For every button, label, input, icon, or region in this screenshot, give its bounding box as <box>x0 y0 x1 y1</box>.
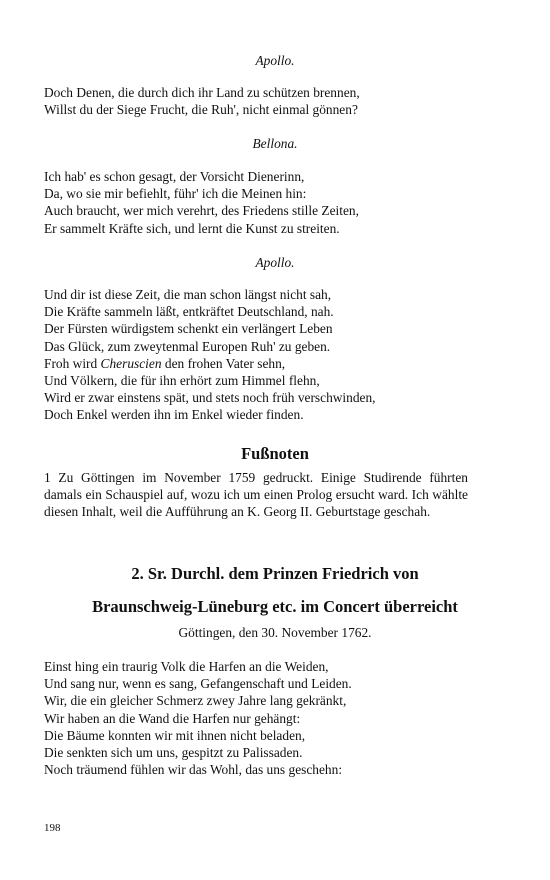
verse-line: Wir, die ein gleicher Schmerz zwey Jahre lang gekränkt, <box>44 693 347 709</box>
verse-line: Einst hing ein traurig Volk die Harfen an die Weiden, <box>44 659 329 674</box>
verse-line: Noch träumend fühlen wir das Wohl, das uns geschehn: <box>44 762 343 778</box>
speaker-label: Apollo. <box>255 255 295 270</box>
poem-dateline: Göttingen, den 30. November 1762. <box>178 625 372 640</box>
verse-line: Doch Denen, die durch dich ihr Land zu schützen brennen, <box>44 85 360 100</box>
verse-line: Er sammelt Kräfte sich, und lernt die Kunst zu streiten. <box>44 220 340 236</box>
verse-line: Das Glück, zum zweytenmal Europen Ruh' zu geben. <box>44 338 331 354</box>
verse-line: Und dir ist diese Zeit, die man schon längst nicht sah, <box>44 287 332 302</box>
verse-line: Und Völkern, die für ihn erhört zum Himmel flehn, <box>44 373 320 389</box>
verse-text: den frohen Vater sehn, <box>161 355 286 371</box>
footnotes-heading: Fußnoten <box>241 444 309 463</box>
emphasized-name: Cheruscien <box>100 355 162 371</box>
verse-stanza <box>44 286 514 424</box>
verse-line: Auch braucht, wer mich verehrt, des Friedens stille Zeiten, <box>44 203 359 219</box>
poem-title-line-1: 2. Sr. Durchl. dem Prinzen Friedrich von <box>131 564 419 583</box>
verse-line: Die Bäume konnten wir mit ihnen nicht beladen, <box>44 727 306 743</box>
verse-line: Doch Enkel werden ihn im Enkel wieder finden. <box>44 407 304 423</box>
verse-line <box>44 355 514 372</box>
speaker-label: Apollo. <box>255 53 295 68</box>
verse-line: Da, wo sie mir befiehlt, führ' ich die Meinen hin: <box>44 186 307 202</box>
verse-line: Wird er zwar einstens spät, und stets noch früh verschwinden, <box>44 390 376 406</box>
verse-text: Froh wird <box>44 355 101 371</box>
verse-stanza <box>44 658 514 778</box>
verse-line: Wir haben an die Wand die Harfen nur gehängt: <box>44 710 301 726</box>
verse-line: Ich hab' es schon gesagt, der Vorsicht Dienerinn, <box>44 169 305 184</box>
verse-stanza <box>44 168 514 237</box>
verse-line: Willst du der Siege Frucht, die Ruh', nicht einmal gönnen? <box>44 102 358 118</box>
footnote-text: 1 Zu Göttingen im November 1759 gedruckt. Einige Studirende führten damals ein Schauspiel auf, wozu ich um einen Prolog ersucht ward. Ich wählte diesen Inhalt, weil die Aufführung an K. Georg II. Geburtstage geschah. <box>44 470 468 520</box>
speaker-label: Bellona. <box>252 136 298 151</box>
page-number: 198 <box>44 822 61 834</box>
verse-line: Der Fürsten würdigstem schenkt ein verlängert Leben <box>44 321 333 337</box>
verse-line: Die Kräfte sammeln läßt, entkräftet Deutschland, nah. <box>44 304 334 320</box>
poem-title-line-2: Braunschweig-Lüneburg etc. im Concert überreicht <box>92 597 458 616</box>
verse-line: Die senkten sich um uns, gespitzt zu Palissaden. <box>44 745 303 761</box>
verse-line: Und sang nur, wenn es sang, Gefangenschaft und Leiden. <box>44 676 352 692</box>
verse-stanza <box>44 84 514 118</box>
